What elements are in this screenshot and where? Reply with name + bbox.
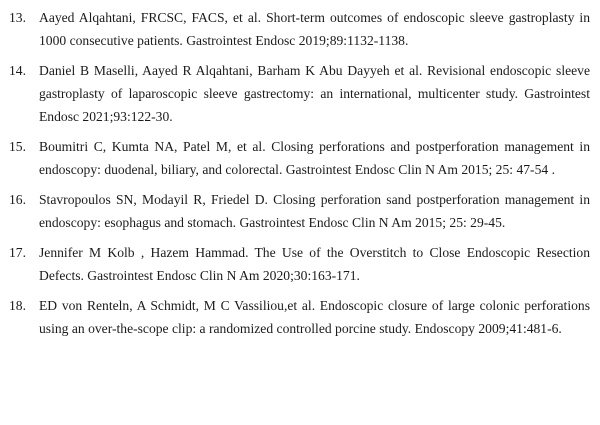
reference-list — [9, 6, 590, 340]
reference-number: 16. — [9, 192, 26, 207]
reference-text: Jennifer M Kolb , Hazem Hammad. The Use of the Overstitch to Close Endoscopic Resection Defects. Gastrointest Endosc Clin N Am 2020;30:163-171. — [39, 245, 590, 283]
reference-item-18 — [9, 294, 590, 340]
reference-text: Aayed Alqahtani, FRCSC, FACS, et al. Short-term outcomes of endoscopic sleeve gastroplasty in 1000 consecutive patients. Gastrointest Endosc 2019;89:1132-1138. — [39, 10, 590, 48]
reference-item-13 — [9, 6, 590, 52]
reference-item-16 — [9, 188, 590, 234]
reference-item-14 — [9, 59, 590, 128]
reference-text: Boumitri C, Kumta NA, Patel M, et al. Closing perforations and postperforation management in endoscopy: duodenal, biliary, and colorectal. Gastrointest Endosc Clin N Am 2015; 25: 47-54 . — [39, 139, 590, 177]
reference-number: 17. — [9, 245, 26, 260]
reference-item-17 — [9, 241, 590, 287]
reference-text: Stavropoulos SN, Modayil R, Friedel D. Closing perforation sand postperforation management in endoscopy: esophagus and stomach. Gastrointest Endosc Clin N Am 2015; 25: 29-45. — [39, 192, 590, 230]
reference-text: ED von Renteln, A Schmidt, M C Vassiliou,et al. Endoscopic closure of large colonic perforations using an over-the-scope clip: a randomized controlled porcine study. Endoscopy 2009;41:481-6. — [39, 298, 590, 336]
reference-text: Daniel B Maselli, Aayed R Alqahtani, Barham K Abu Dayyeh et al. Revisional endoscopic sleeve gastroplasty of laparoscopic sleeve gastrectomy: an international, multicenter study. Gastrointest Endosc 2021;93:122-30. — [39, 63, 590, 124]
reference-number: 18. — [9, 298, 26, 313]
reference-item-15 — [9, 135, 590, 181]
reference-number: 15. — [9, 139, 26, 154]
reference-number: 13. — [9, 10, 26, 25]
reference-number: 14. — [9, 63, 26, 78]
